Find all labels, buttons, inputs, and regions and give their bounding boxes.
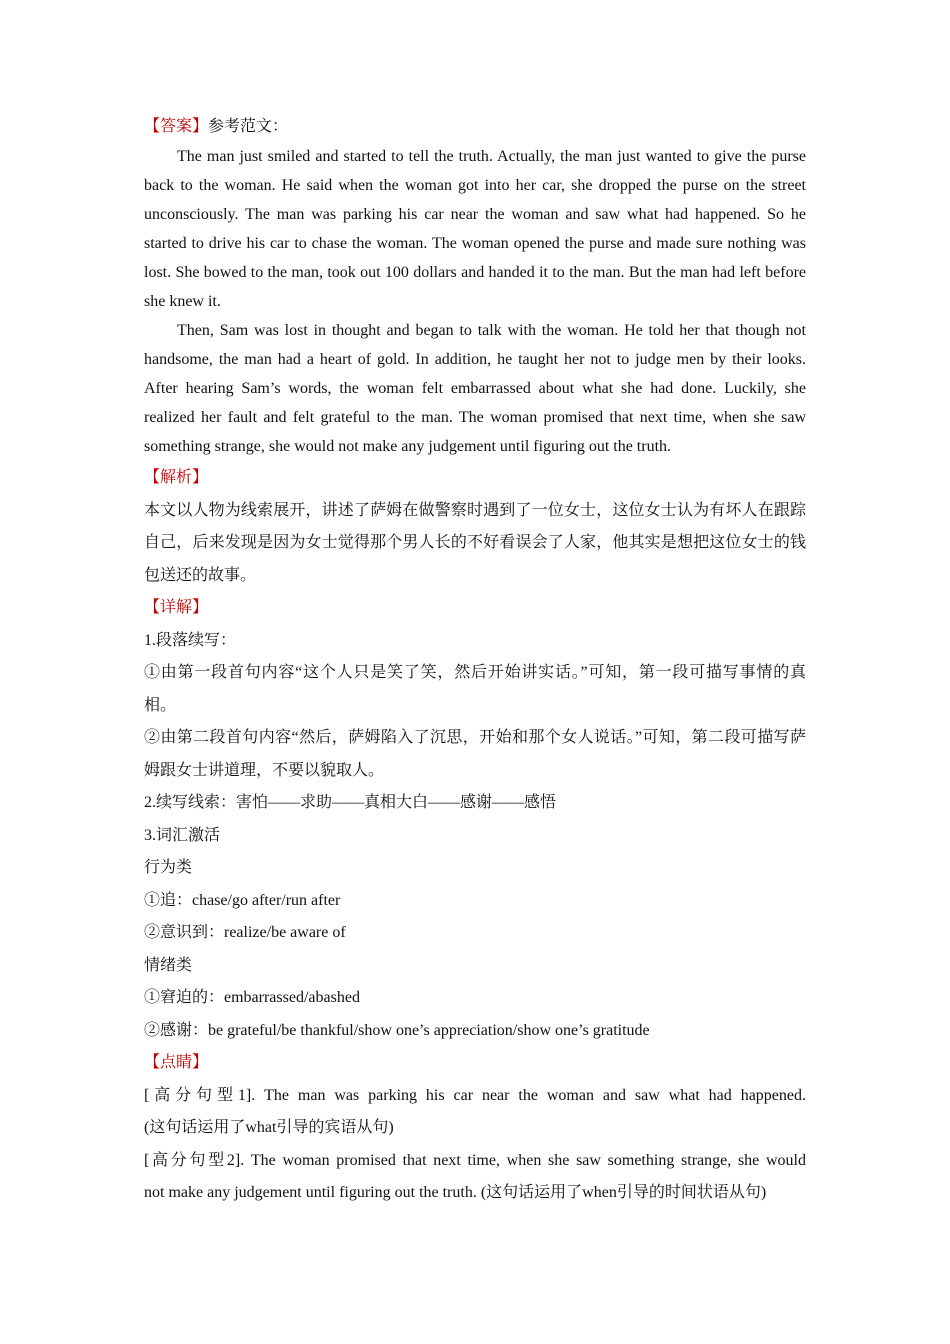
- section-1-item-1: ①由第一段首句内容“这个人只是笑了笑，然后开始讲实话。”可知，第一段可描写事情的真相。: [144, 664, 806, 714]
- category-behavior-item-2: ②意识到：realize/be aware of: [144, 924, 346, 941]
- analysis-tag: 【解析】: [144, 469, 209, 486]
- details-tag: 【详解】: [144, 599, 209, 616]
- highlight-2-line-2: not make any judgement until figuring out the truth. (这句话运用了when引导的时间状语从句): [144, 1184, 767, 1201]
- section-3-title: 3.词汇激活: [144, 826, 221, 844]
- answer-heading: [144, 112, 806, 142]
- category-emotion-item-2: ②感谢：be grateful/be thankful/show one’s appreciation/show one’s gratitude: [144, 1021, 650, 1039]
- highlights-heading: [144, 1047, 806, 1080]
- highlight-1-line-2: (这句话运用了what引导的宾语从句): [144, 1119, 394, 1136]
- analysis-heading: [144, 462, 806, 495]
- category-emotion: 情绪类: [144, 956, 193, 974]
- highlight-1-line-1: [高分句型1]. The man was parking his car near the woman and saw what had happened.: [144, 1086, 806, 1104]
- category-behavior-item-1: ①追：chase/go after/run after: [144, 891, 341, 909]
- highlight-2-line-1: [高分句型2]. The woman promised that next time, when she saw something strange, she would: [144, 1151, 806, 1169]
- answer-label: 参考范文：: [208, 118, 289, 135]
- essay-paragraph-2: Then, Sam was lost in thought and began to talk with the woman. He told her that though not handsome, the man had a heart of gold. In addition, he taught her not to judge men by their looks. After hearing Sam’s words, the woman felt embarrassed about what she had done. Luckily, she realized her fault and felt grateful to the man. The woman promised that next time, when she saw something strange, she would not make any judgement until figuring out the truth.: [144, 322, 806, 455]
- details-heading: [144, 592, 806, 625]
- highlights-tag: 【点睛】: [144, 1054, 209, 1071]
- section-1-title: 1.段落续写：: [144, 631, 237, 649]
- analysis-text: 本文以人物为线索展开，讲述了萨姆在做警察时遇到了一位女士，这位女士认为有坏人在跟踪自己，后来发现是因为女士觉得那个男人长的不好看误会了人家，他其实是想把这位女士的钱包送还的故事。: [144, 501, 806, 584]
- category-behavior: 行为类: [144, 859, 193, 876]
- category-emotion-item-1: ①窘迫的：embarrassed/abashed: [144, 989, 360, 1006]
- section-1-item-2: ②由第二段首句内容“然后，萨姆陷入了沉思，开始和那个女人说话。”可知，第二段可描写萨姆跟女士讲道理，不要以貌取人。: [144, 729, 806, 779]
- document-content: [144, 112, 806, 1210]
- answer-tag: 【答案】: [144, 118, 209, 135]
- section-2-line: 2.续写线索：害怕——求助——真相大白——感谢——感悟: [144, 794, 557, 811]
- essay-paragraph-1: The man just smiled and started to tell the truth. Actually, the man just wanted to give the purse back to the woman. He said when the woman got into her car, she dropped the purse on the street unconsciously. The man was parking his car near the woman and saw what had happened. So he started to drive his car to chase the woman. The woman opened the purse and made sure nothing was lost. She bowed to the man, took out 100 dollars and handed it to the man. But the man had left before she knew it.: [144, 148, 806, 310]
